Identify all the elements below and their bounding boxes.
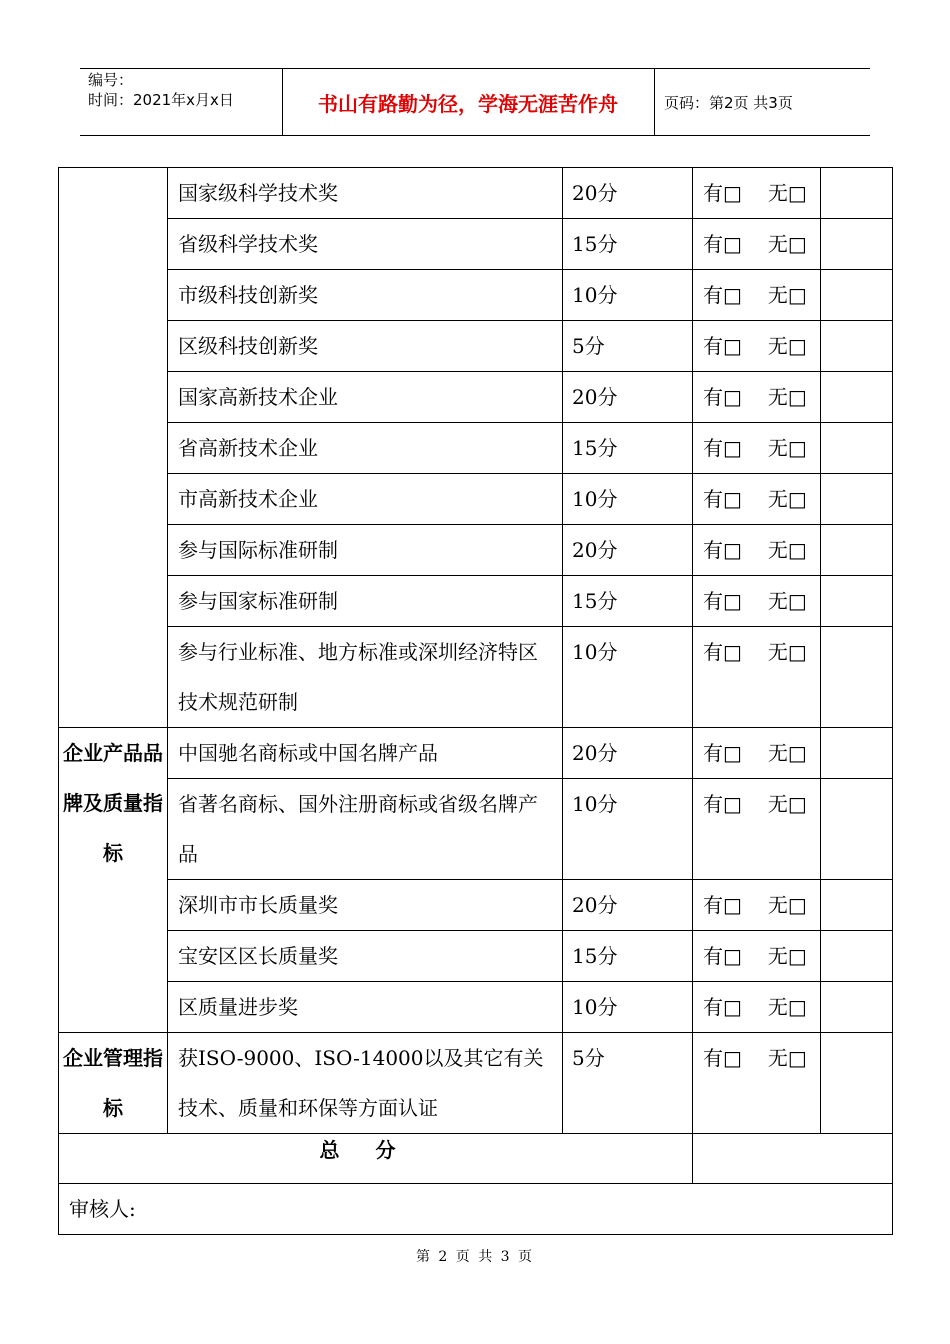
no-checkbox[interactable]: 无□ bbox=[767, 487, 807, 511]
table-row bbox=[59, 525, 893, 576]
table-row bbox=[59, 372, 893, 423]
time-label: 时间：2021年x月x日 bbox=[88, 91, 234, 109]
no-checkbox[interactable]: 无□ bbox=[767, 741, 807, 765]
item-cell: 市高新技术企业 bbox=[168, 474, 563, 525]
item-cell: 国家级科学技术奖 bbox=[168, 168, 563, 219]
reviewer-cell[interactable] bbox=[59, 1184, 893, 1235]
category-brand-quality: 企业产品品牌及质量指标 bbox=[59, 728, 168, 1033]
yes-checkbox[interactable]: 有□ bbox=[703, 487, 742, 511]
points-cell[interactable] bbox=[821, 423, 893, 474]
score-cell: 10分 bbox=[563, 779, 693, 880]
points-cell[interactable] bbox=[821, 576, 893, 627]
score-cell: 20分 bbox=[563, 168, 693, 219]
yes-checkbox[interactable]: 有□ bbox=[703, 385, 742, 409]
no-checkbox[interactable]: 无□ bbox=[767, 334, 807, 358]
yes-checkbox[interactable]: 有□ bbox=[703, 741, 742, 765]
points-cell[interactable] bbox=[821, 1033, 893, 1134]
checkbox-cell[interactable] bbox=[693, 779, 821, 880]
score-cell: 15分 bbox=[563, 423, 693, 474]
table-row bbox=[59, 168, 893, 219]
category-cell-continued bbox=[59, 168, 168, 728]
yes-checkbox[interactable]: 有□ bbox=[703, 1046, 742, 1070]
points-cell[interactable] bbox=[821, 270, 893, 321]
points-cell[interactable] bbox=[821, 931, 893, 982]
checkbox-cell[interactable] bbox=[693, 423, 821, 474]
score-cell: 10分 bbox=[563, 474, 693, 525]
no-checkbox[interactable]: 无□ bbox=[767, 538, 807, 562]
header-top-rule bbox=[80, 68, 870, 69]
item-cell: 区级科技创新奖 bbox=[168, 321, 563, 372]
checkbox-cell[interactable] bbox=[693, 880, 821, 931]
no-checkbox[interactable]: 无□ bbox=[767, 893, 807, 917]
score-cell: 20分 bbox=[563, 525, 693, 576]
no-checkbox[interactable]: 无□ bbox=[767, 944, 807, 968]
page-footer: 第 2 页 共 3 页 bbox=[415, 1249, 535, 1265]
total-value-cell[interactable] bbox=[693, 1134, 893, 1184]
score-cell: 20分 bbox=[563, 728, 693, 779]
item-cell: 获ISO-9000、ISO-14000以及其它有关技术、质量和环保等方面认证 bbox=[168, 1033, 563, 1134]
checkbox-cell[interactable] bbox=[693, 168, 821, 219]
checkbox-cell[interactable] bbox=[693, 627, 821, 728]
checkbox-cell[interactable] bbox=[693, 982, 821, 1033]
yes-checkbox[interactable]: 有□ bbox=[703, 995, 742, 1019]
item-cell: 国家高新技术企业 bbox=[168, 372, 563, 423]
score-table bbox=[58, 167, 893, 1235]
table-row bbox=[59, 321, 893, 372]
header-motto: 书山有路勤为径，学海无涯苦作舟 bbox=[318, 92, 618, 116]
no-checkbox[interactable]: 无□ bbox=[767, 589, 807, 613]
score-cell: 15分 bbox=[563, 219, 693, 270]
points-cell[interactable] bbox=[821, 982, 893, 1033]
table-row bbox=[59, 880, 893, 931]
no-checkbox[interactable]: 无□ bbox=[767, 181, 807, 205]
points-cell[interactable] bbox=[821, 779, 893, 880]
checkbox-cell[interactable] bbox=[693, 270, 821, 321]
yes-checkbox[interactable]: 有□ bbox=[703, 792, 742, 816]
points-cell[interactable] bbox=[821, 168, 893, 219]
no-checkbox[interactable]: 无□ bbox=[767, 995, 807, 1019]
category-management: 企业管理指标 bbox=[59, 1033, 168, 1134]
points-cell[interactable] bbox=[821, 219, 893, 270]
item-cell: 省高新技术企业 bbox=[168, 423, 563, 474]
reviewer-label: 审核人: bbox=[69, 1197, 136, 1221]
item-cell: 区质量进步奖 bbox=[168, 982, 563, 1033]
header-meta bbox=[88, 70, 234, 110]
yes-checkbox[interactable]: 有□ bbox=[703, 232, 742, 256]
header-bottom-rule bbox=[80, 135, 870, 136]
yes-checkbox[interactable]: 有□ bbox=[703, 181, 742, 205]
score-cell: 10分 bbox=[563, 982, 693, 1033]
table-row bbox=[59, 270, 893, 321]
score-cell: 20分 bbox=[563, 372, 693, 423]
points-cell[interactable] bbox=[821, 525, 893, 576]
header-divider-right bbox=[654, 68, 655, 135]
yes-checkbox[interactable]: 有□ bbox=[703, 589, 742, 613]
checkbox-cell[interactable] bbox=[693, 525, 821, 576]
yes-checkbox[interactable]: 有□ bbox=[703, 436, 742, 460]
score-cell: 5分 bbox=[563, 321, 693, 372]
score-cell: 15分 bbox=[563, 931, 693, 982]
checkbox-cell[interactable] bbox=[693, 576, 821, 627]
no-checkbox[interactable]: 无□ bbox=[767, 283, 807, 307]
yes-checkbox[interactable]: 有□ bbox=[703, 640, 742, 664]
serial-label: 编号： bbox=[88, 71, 134, 89]
table-row bbox=[59, 576, 893, 627]
checkbox-cell[interactable] bbox=[693, 931, 821, 982]
score-cell: 10分 bbox=[563, 627, 693, 728]
score-cell: 5分 bbox=[563, 1033, 693, 1134]
yes-checkbox[interactable]: 有□ bbox=[703, 538, 742, 562]
table-row bbox=[59, 779, 893, 880]
score-cell: 10分 bbox=[563, 270, 693, 321]
checkbox-cell[interactable] bbox=[693, 728, 821, 779]
score-cell: 15分 bbox=[563, 576, 693, 627]
item-cell: 中国驰名商标或中国名牌产品 bbox=[168, 728, 563, 779]
score-cell: 20分 bbox=[563, 880, 693, 931]
total-row bbox=[59, 1134, 893, 1184]
yes-checkbox[interactable]: 有□ bbox=[703, 283, 742, 307]
no-checkbox[interactable]: 无□ bbox=[767, 436, 807, 460]
points-cell[interactable] bbox=[821, 627, 893, 728]
yes-checkbox[interactable]: 有□ bbox=[703, 893, 742, 917]
reviewer-row bbox=[59, 1184, 893, 1235]
item-cell: 省级科学技术奖 bbox=[168, 219, 563, 270]
points-cell[interactable] bbox=[821, 372, 893, 423]
no-checkbox[interactable]: 无□ bbox=[767, 385, 807, 409]
item-cell: 参与国际标准研制 bbox=[168, 525, 563, 576]
table-row bbox=[59, 931, 893, 982]
item-cell: 参与行业标准、地方标准或深圳经济特区技术规范研制 bbox=[168, 627, 563, 728]
checkbox-cell[interactable] bbox=[693, 1033, 821, 1134]
points-cell[interactable] bbox=[821, 728, 893, 779]
no-checkbox[interactable]: 无□ bbox=[767, 1046, 807, 1070]
total-label: 总分 bbox=[59, 1134, 693, 1184]
table-row bbox=[59, 982, 893, 1033]
item-cell: 深圳市市长质量奖 bbox=[168, 880, 563, 931]
no-checkbox[interactable]: 无□ bbox=[767, 640, 807, 664]
item-cell: 市级科技创新奖 bbox=[168, 270, 563, 321]
item-cell: 参与国家标准研制 bbox=[168, 576, 563, 627]
item-cell: 宝安区区长质量奖 bbox=[168, 931, 563, 982]
table-row bbox=[59, 627, 893, 728]
yes-checkbox[interactable]: 有□ bbox=[703, 334, 742, 358]
checkbox-cell[interactable] bbox=[693, 372, 821, 423]
checkbox-cell[interactable] bbox=[693, 219, 821, 270]
table-row bbox=[59, 728, 893, 779]
points-cell[interactable] bbox=[821, 321, 893, 372]
table-row bbox=[59, 219, 893, 270]
table-row bbox=[59, 1033, 893, 1134]
table-row bbox=[59, 423, 893, 474]
checkbox-cell[interactable] bbox=[693, 474, 821, 525]
header-page-info: 页码：第2页 共3页 bbox=[664, 94, 793, 112]
table-row bbox=[59, 474, 893, 525]
points-cell[interactable] bbox=[821, 474, 893, 525]
no-checkbox[interactable]: 无□ bbox=[767, 792, 807, 816]
no-checkbox[interactable]: 无□ bbox=[767, 232, 807, 256]
yes-checkbox[interactable]: 有□ bbox=[703, 944, 742, 968]
checkbox-cell[interactable] bbox=[693, 321, 821, 372]
item-cell: 省著名商标、国外注册商标或省级名牌产品 bbox=[168, 779, 563, 880]
points-cell[interactable] bbox=[821, 880, 893, 931]
